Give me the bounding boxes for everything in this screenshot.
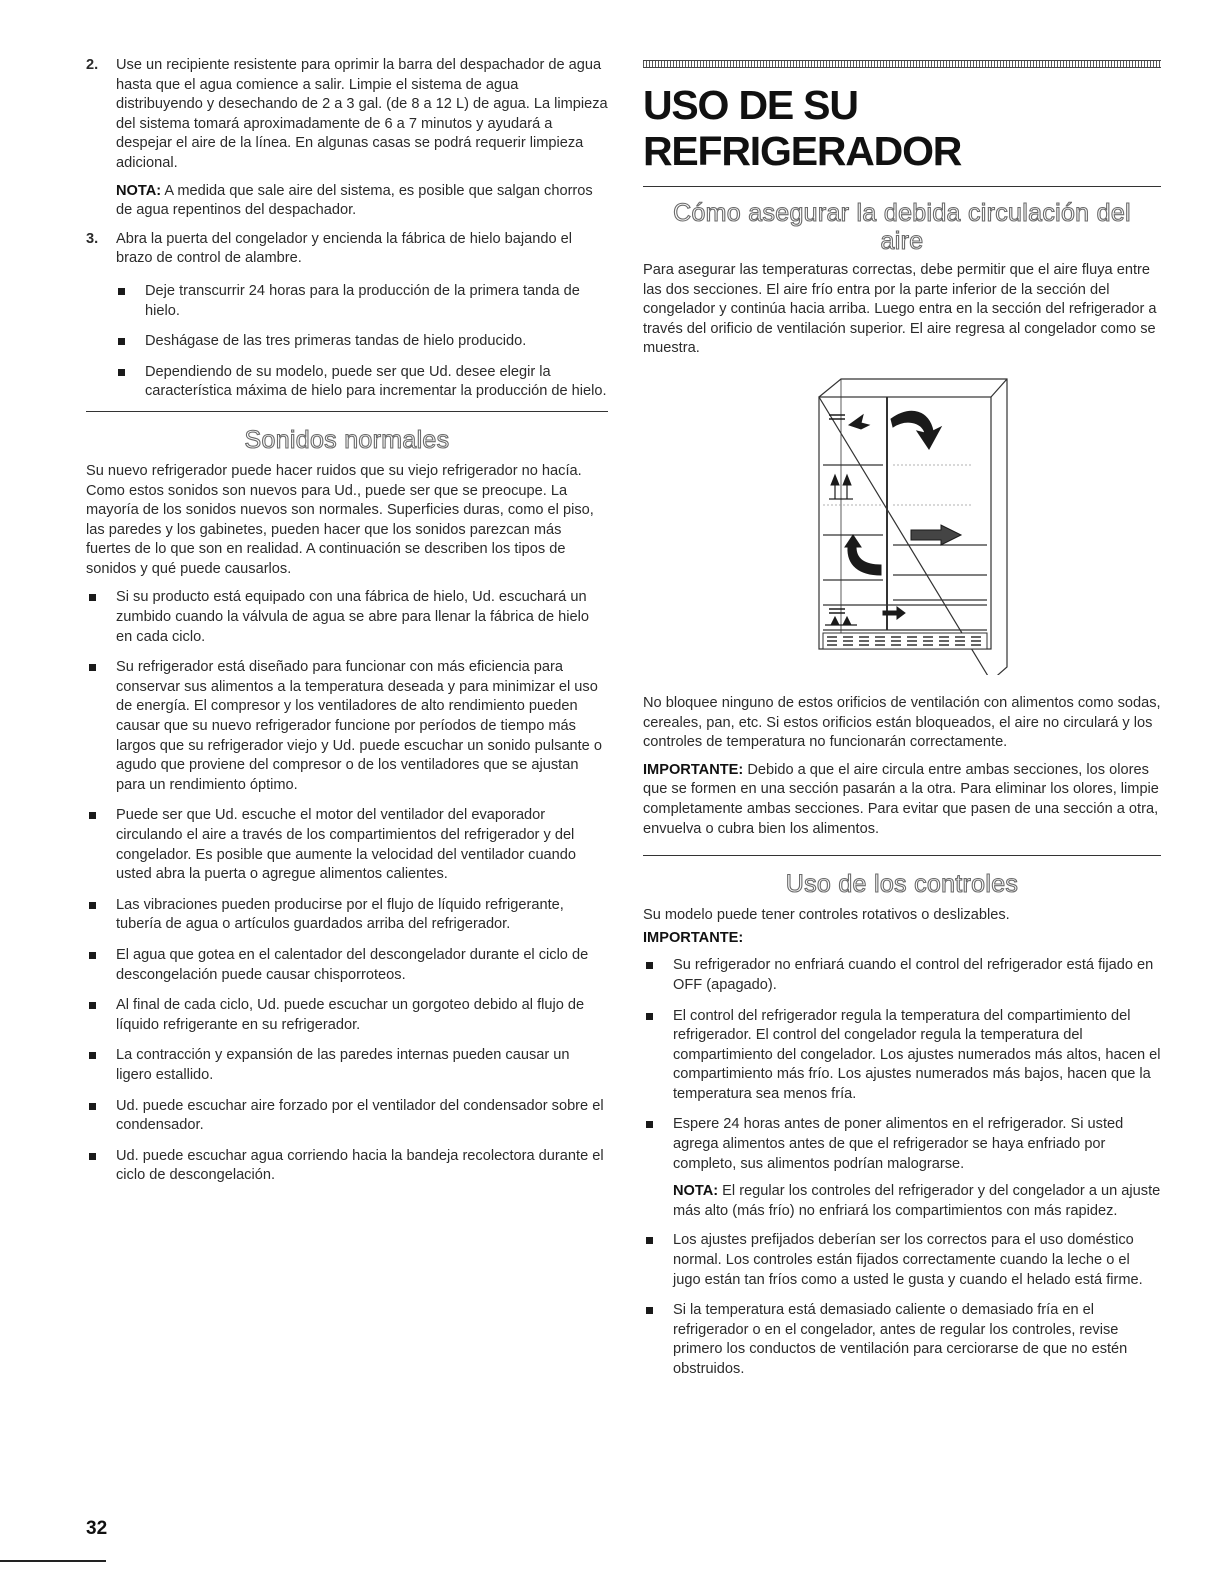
right-column bbox=[643, 60, 1161, 1391]
bullet-icon bbox=[646, 1307, 653, 1314]
bullet-icon bbox=[646, 1013, 653, 1020]
note-text: El regular los controles del refrigerador y del congelador a un ajuste más alto (más frío) no enfriará los compartimientos con más rapidez. bbox=[673, 1183, 1161, 1219]
step-text: Abra la puerta del congelador y encienda la fábrica de hielo bajando el brazo de control de alambre. bbox=[116, 230, 572, 267]
airflow-important bbox=[643, 761, 1161, 839]
step-number: 3. bbox=[86, 230, 99, 247]
note-label: NOTA: bbox=[673, 1183, 719, 1200]
list-item: Dependiendo de su modelo, puede ser que Ud. desee elegir la característica máxima de hielo para incrementar la producción de hielo. bbox=[86, 363, 608, 402]
note-text: A medida que sale aire del sistema, es posible que salgan chorros de agua repentinos del despachador. bbox=[116, 182, 593, 219]
bullet-icon bbox=[646, 1237, 653, 1244]
important-label: IMPORTANTE: bbox=[643, 761, 744, 778]
bullet-icon bbox=[89, 664, 96, 671]
controls-intro: Su modelo puede tener controles rotativos o deslizables. bbox=[643, 907, 1010, 924]
step-3 bbox=[86, 230, 608, 278]
list-item: Al final de cada ciclo, Ud. puede escuchar un gorgoteo debido al flujo de líquido refrigerante en su refrigerador. bbox=[86, 996, 608, 1035]
section-divider bbox=[643, 855, 1161, 856]
bullet-icon bbox=[646, 1121, 653, 1128]
airflow-intro: Para asegurar las temperaturas correctas, debe permitir que el aire fluya entre las dos secciones. El aire frío entra por la parte inferior de la sección del congelador y continúa hacia arriba. Luego entra en la sección del refrigerador a través del orificio de ventilación superior. El aire regresa al congelador como se muestra. bbox=[643, 262, 1157, 357]
page-number: 32 bbox=[86, 1518, 108, 1539]
list-item: La contracción y expansión de las paredes internas pueden causar un ligero estallido. bbox=[86, 1046, 608, 1085]
bullet-icon bbox=[118, 338, 125, 345]
list-item: Puede ser que Ud. escuche el motor del ventilador del evaporador circulando el aire a través de los compartimientos del refrigerador y del congelador. Es posible que aumente la velocidad del ventilador cuando usted abra la puerta o agregue alimentos calientes. bbox=[86, 806, 608, 884]
list-item: Ud. puede escuchar agua corriendo hacia la bandeja recolectora durante el ciclo de descongelación. bbox=[86, 1147, 608, 1186]
bullet-icon bbox=[89, 594, 96, 601]
controls-bullets-2 bbox=[643, 1231, 1161, 1379]
step-3-bullets bbox=[86, 282, 608, 402]
bullet-icon bbox=[118, 369, 125, 376]
bullet-icon bbox=[89, 1103, 96, 1110]
step-number: 2. bbox=[86, 57, 99, 73]
important-label: IMPORTANTE: bbox=[643, 929, 744, 946]
bullet-icon bbox=[89, 1052, 96, 1059]
section-title-sounds: Sonidos normales bbox=[244, 425, 450, 454]
bullet-icon bbox=[89, 812, 96, 819]
grille bbox=[823, 633, 987, 649]
bullet-icon bbox=[89, 1153, 96, 1160]
bullet-icon bbox=[89, 952, 96, 959]
bullet-icon bbox=[118, 288, 125, 295]
list-item: Si la temperatura está demasiado caliente o demasiado fría en el refrigerador o en el congelador, antes de regular los controles, revise primero los conductos de ventilación para cerciorarse de que no estén obstruidos. bbox=[643, 1301, 1161, 1379]
bullet-icon bbox=[646, 962, 653, 969]
airflow-warning: No bloquee ninguno de estos orificios de ventilación con alimentos como sodas, cereales, pan, etc. Si estos orificios están bloqueados, el aire no circulará y los controles de temperatura no funcionarán correctamente. bbox=[643, 694, 1161, 751]
list-item: Ud. puede escuchar aire forzado por el ventilador del condensador sobre el condensador. bbox=[86, 1097, 608, 1136]
footer-rule bbox=[0, 1560, 106, 1562]
list-item: Su refrigerador está diseñado para funcionar con más eficiencia para conservar sus alimentos a la temperatura deseada y para minimizar el uso de energía. El compresor y los ventiladores de alto rendimiento pueden causar que su nuevo refrigerador funcione por períodos de tiempo más largos que su refrigerador viejo y Ud. puede escuchar un sonido pulsante o agudo que proviene del compresor o de los ventiladores que se ajustan para un rendimiento óptimo. bbox=[86, 658, 608, 795]
list-item: Su refrigerador no enfriará cuando el control del refrigerador está fijado en OFF (apagado). bbox=[643, 956, 1161, 995]
step-2 bbox=[86, 56, 608, 221]
list-item: Deje transcurrir 24 horas para la producción de la primera tanda de hielo. bbox=[86, 282, 608, 321]
step-text: Use un recipiente resistente para oprimir la barra del despachador de agua hasta que el agua comience a salir. Limpie el sistema de agua distribuyendo y desechando de 2 a 3 gal. (de 8 a 12 L) de agua. La limpieza del sistema tomará aproximadamente de 6 a 7 minutos y ayudará a despejar el aire de la línea. En algunas casas se podrá requerir limpieza adicional. bbox=[116, 57, 608, 171]
refrigerator-airflow-diagram bbox=[801, 375, 1011, 675]
list-item: Los ajustes prefijados deberían ser los correctos para el uso doméstico normal. Los controles están fijados correctamente cuando la leche o el jugo están tan fríos como a usted le gusta y cuando el helado está firme. bbox=[643, 1231, 1161, 1290]
section-divider bbox=[86, 411, 608, 412]
list-item: Si su producto está equipado con una fábrica de hielo, Ud. escuchará un zumbido cuando la válvula de agua se abre para llenar la fábrica de hielo en cada ciclo. bbox=[86, 588, 608, 647]
list-item: Deshágase de las tres primeras tandas de hielo producido. bbox=[86, 332, 608, 352]
sounds-intro: Su nuevo refrigerador puede hacer ruidos que su viejo refrigerador no hacía. Como estos sonidos son nuevos para Ud., puede ser que se preocupe. La mayoría de los sonidos nuevos son normales. Superficies duras, como el piso, las paredes y los gabinetes, pueden hacer que los sonidos parezcan más fuertes de lo que son en realidad. A continuación se describen los tipos de sonidos y qué puede causarlos. bbox=[86, 462, 594, 577]
section-divider bbox=[643, 186, 1161, 187]
left-column bbox=[86, 56, 608, 1197]
list-item: El agua que gotea en el calentador del descongelador durante el ciclo de descongelación puede causar chisporroteos. bbox=[86, 946, 608, 985]
step-body bbox=[116, 56, 608, 221]
bullet-icon bbox=[89, 902, 96, 909]
controls-bullets bbox=[643, 956, 1161, 1174]
sounds-bullets bbox=[86, 588, 608, 1185]
controls-important bbox=[643, 929, 1161, 949]
heading-rule bbox=[643, 60, 1161, 68]
note-label: NOTA: bbox=[116, 182, 162, 199]
list-item: El control del refrigerador regula la temperatura del compartimiento del refrigerador. El control del congelador regula la temperatura del compartimiento del congelador. Los ajustes numerados más altos, hacen el compartimiento más frío. Los ajustes numerados más bajos, hacen que la temperatura sea menos fría. bbox=[643, 1007, 1161, 1105]
important-text: Debido a que el aire circula entre ambas secciones, los olores que se formen en una sección pasarán a la otra. Para eliminar los olores, limpie completamente ambas secciones. Para evitar que pasen de una sección a otra, envuelva o cubra bien los alimentos. bbox=[643, 761, 1159, 837]
list-item: Espere 24 horas antes de poner alimentos en el refrigerador. Si usted agrega alimentos antes de que el refrigerador se haya enfriado por completo, sus alimentos podrían malograrse. bbox=[643, 1115, 1161, 1174]
section-title-controls: Uso de los controles bbox=[785, 870, 1019, 899]
cabinet-outline bbox=[819, 397, 991, 649]
page-heading: USO DE SU REFRIGERADOR bbox=[643, 82, 962, 174]
bullet-icon bbox=[89, 1002, 96, 1009]
section-title-airflow: Cómo asegurar la debida circulación del aire bbox=[673, 199, 1131, 255]
step-body bbox=[116, 230, 608, 278]
note bbox=[116, 182, 608, 221]
controls-note bbox=[673, 1182, 1161, 1221]
list-item: Las vibraciones pueden producirse por el flujo de líquido refrigerante, tubería de agua o artículos guardados arriba del refrigerador. bbox=[86, 896, 608, 935]
